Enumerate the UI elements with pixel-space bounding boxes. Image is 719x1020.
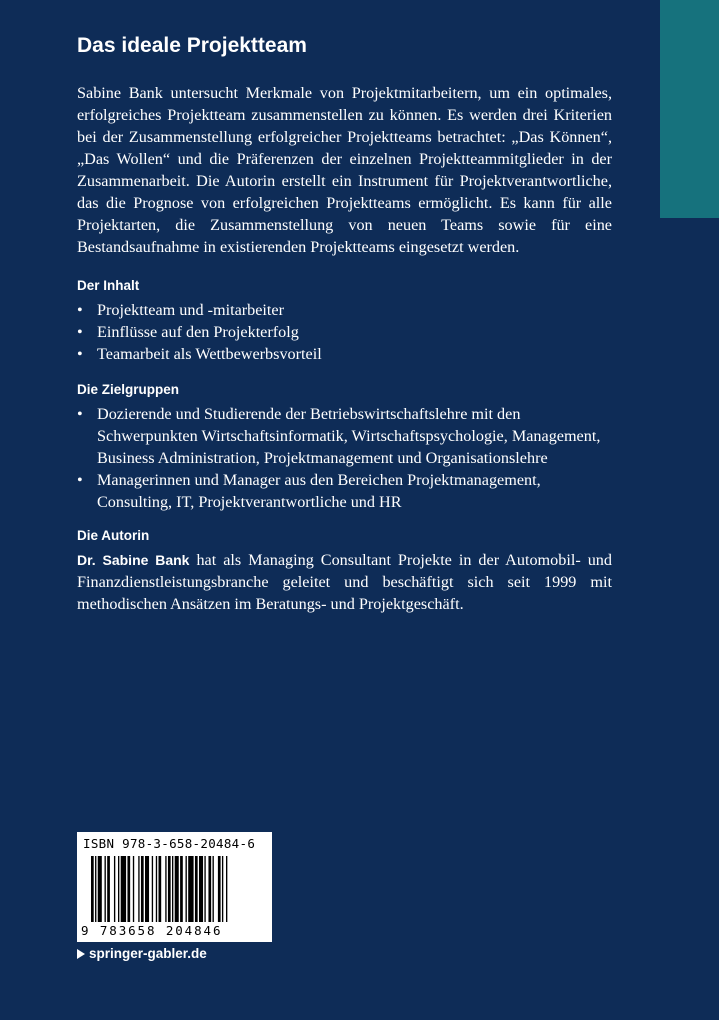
bullet-icon: •	[77, 405, 83, 423]
barcode-bar	[145, 856, 149, 922]
barcode-bar	[172, 856, 173, 922]
book-title: Das ideale Projektteam	[77, 34, 307, 57]
barcode-bar	[180, 856, 183, 922]
barcode-bars	[91, 856, 259, 922]
barcode-bar	[226, 856, 227, 922]
list-item: • Projektteam und -mitarbeiter	[77, 301, 284, 319]
author-bio-text: hat als Managing Consultant Projekte in der Automobil- und Finanzdienstleistungsbranche geleitet und beschäftigt sich seit 1999 mit methodischen Ansätzen im Beratungs- und Projektgeschäft.	[77, 551, 612, 613]
list-item: • Teamarbeit als Wettbewerbsvorteil	[77, 345, 322, 363]
barcode-bar	[141, 856, 144, 922]
author-name: Dr. Sabine Bank	[77, 552, 190, 568]
barcode-bar	[91, 856, 94, 922]
barcode-bar	[195, 856, 198, 922]
play-arrow-icon	[77, 949, 85, 959]
barcode-bar	[105, 856, 106, 922]
inhalt-list	[77, 299, 612, 365]
barcode-bar	[114, 856, 115, 922]
bullet-icon: •	[77, 471, 83, 489]
author-bio	[77, 549, 612, 615]
list-item: • Dozierende und Studierende der Betriebswirtschaftslehre mit den Schwerpunkten Wirtschaftsinformatik, Wirtschaftspsychologie, Management, Business Administration, Projektmanagement und Organisationslehre	[77, 405, 601, 467]
zielgruppen-heading: Die Zielgruppen	[77, 382, 180, 397]
barcode-bar	[118, 856, 119, 922]
barcode-bar	[199, 856, 203, 922]
accent-tab	[660, 0, 719, 218]
barcode-bar	[175, 856, 179, 922]
barcode-bar	[218, 856, 221, 922]
barcode-bar	[133, 856, 134, 922]
autorin-heading: Die Autorin	[77, 528, 150, 543]
inhalt-heading: Der Inhalt	[77, 278, 140, 293]
zielgruppen-list	[77, 403, 612, 513]
barcode-bar	[159, 856, 162, 922]
barcode-bar	[186, 856, 187, 922]
isbn-barcode	[77, 832, 272, 942]
bullet-icon: •	[77, 323, 83, 341]
barcode-bar	[222, 856, 223, 922]
website-label: springer-gabler.de	[89, 946, 207, 961]
ean-digits: 9 783658 204846	[81, 923, 223, 938]
bullet-icon: •	[77, 301, 83, 319]
barcode-bar	[107, 856, 110, 922]
publisher-website[interactable]	[77, 946, 207, 961]
barcode-bar	[168, 856, 171, 922]
barcode-bar	[152, 856, 153, 922]
barcode-bar	[138, 856, 139, 922]
isbn-number: ISBN 978-3-658-20484-6	[83, 836, 256, 851]
barcode-bar	[165, 856, 166, 922]
barcode-bar	[95, 856, 96, 922]
list-item: • Managerinnen und Manager aus den Bereichen Projektmanagement, Consulting, IT, Projektverantwortliche und HR	[77, 471, 541, 511]
barcode-bar	[121, 856, 126, 922]
list-item: • Einflüsse auf den Projekterfolg	[77, 323, 299, 341]
back-cover-content	[77, 32, 612, 615]
barcode-bar	[188, 856, 193, 922]
book-description: Sabine Bank untersucht Merkmale von Projektmitarbeitern, um ein optimales, erfolgreiches Projektteam zusammenstellen zu können. Es werden drei Kriterien bei der Zusammenstellung erfolgreicher Projektteams betrachtet: „Das Können“, „Das Wollen“ und die Präferenzen der einzelnen Projektteammitglieder in der Zusammenarbeit. Die Autorin erstellt ein Instrument für Projektverantwortliche, das die Prognose von erfolgreichen Projektteams ermöglicht. Es kann für alle Projektarten, die Zusammenstellung von neuen Teams sowie für eine Bestandsaufnahme in existierenden Projektteams eingesetzt werden.	[77, 84, 612, 256]
barcode-bar	[156, 856, 157, 922]
barcode-bar	[208, 856, 211, 922]
barcode-bar	[204, 856, 205, 922]
bullet-icon: •	[77, 345, 83, 363]
barcode-bar	[98, 856, 102, 922]
barcode-bar	[213, 856, 214, 922]
barcode-bar	[127, 856, 130, 922]
